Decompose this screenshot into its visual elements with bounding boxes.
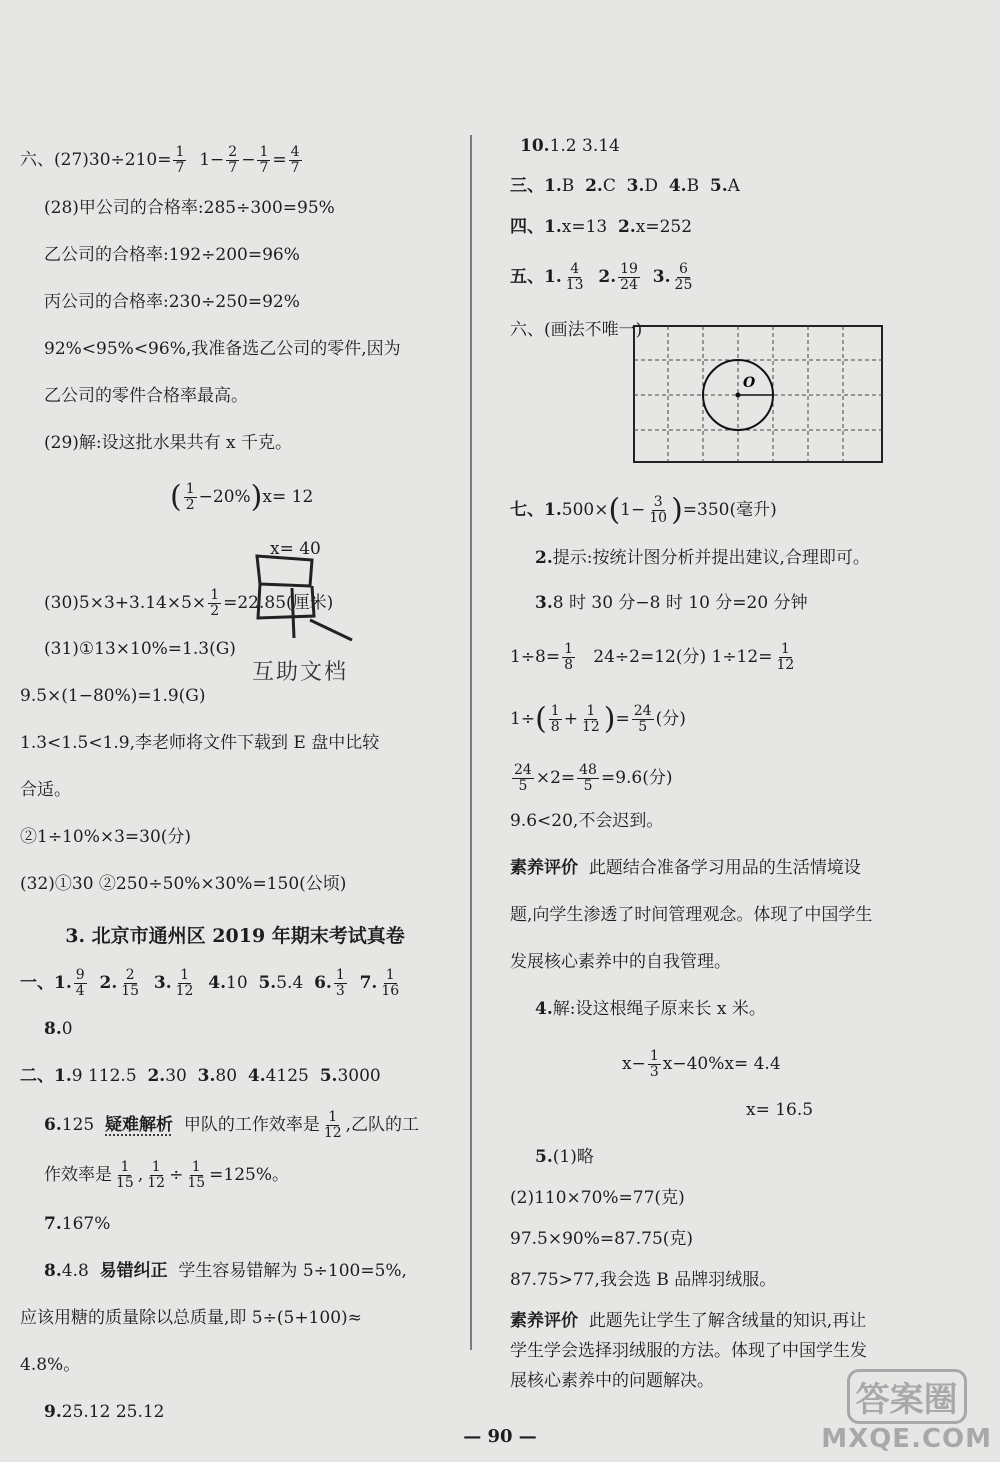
- q27-line: [20, 145, 304, 176]
- r4-line: [510, 213, 692, 241]
- q29-result: x= 40: [270, 539, 321, 559]
- numerator: 19: [620, 261, 638, 277]
- fraction: [74, 968, 87, 999]
- fraction: [562, 642, 575, 673]
- value: C: [602, 176, 616, 196]
- fraction: [145, 1160, 167, 1191]
- grid-circle-figure: [633, 325, 883, 463]
- text: 1÷8=: [510, 647, 561, 667]
- fraction: [257, 145, 270, 176]
- stamp-text: 互助文档: [252, 660, 349, 685]
- paren: (: [608, 492, 621, 528]
- label: 8.: [44, 1019, 62, 1039]
- text: 此题先让学生了解含绒量的知识,再让: [588, 1311, 867, 1331]
- value: 3000: [337, 1066, 381, 1086]
- label: 7.: [44, 1214, 62, 1234]
- text: 8 时 30 分−8 时 10 分=20 分钟: [552, 593, 808, 613]
- denominator: 12: [147, 1175, 166, 1191]
- numerator: 1: [175, 144, 185, 160]
- text: 解:设这根绳子原来长 x 米。: [552, 999, 766, 1019]
- denominator: 8: [550, 719, 560, 735]
- numerator: 1: [649, 1048, 659, 1064]
- numerator: 3: [653, 494, 663, 510]
- label: 6.: [44, 1115, 62, 1135]
- label: 10.: [520, 136, 550, 156]
- text: =: [272, 150, 287, 170]
- page-number: — 90 —: [463, 1426, 537, 1447]
- fraction: [174, 968, 196, 999]
- s1-line-8: [44, 1015, 73, 1043]
- label: 7.: [359, 973, 378, 993]
- numerator: 1: [550, 703, 560, 719]
- label: 4.: [535, 999, 553, 1019]
- fraction: [208, 588, 221, 619]
- value: 4.8: [61, 1261, 89, 1281]
- s2-line-a: [20, 1062, 381, 1090]
- fraction: [322, 1110, 344, 1141]
- label: 5.: [319, 1066, 338, 1086]
- denominator: 16: [381, 983, 400, 999]
- denominator: 5: [583, 778, 593, 794]
- fraction: [647, 495, 669, 526]
- text: =22.85(厘米): [223, 593, 334, 613]
- text: x= 12: [262, 487, 314, 507]
- r7-line-3: [535, 589, 808, 617]
- r7-line-5d: 87.75>77,我会选 B 品牌羽绒服。: [510, 1270, 777, 1290]
- fraction: [119, 968, 141, 999]
- q28-line-d: 92%<95%<96%,我准备选乙公司的零件,因为: [44, 339, 401, 359]
- denominator: 12: [581, 719, 600, 735]
- r7-line-5c: 97.5×90%=87.75(克): [510, 1229, 694, 1249]
- fraction: [673, 262, 695, 293]
- label: 4.: [247, 1066, 266, 1086]
- fraction: [185, 1160, 207, 1191]
- label: 四、1.: [510, 217, 562, 237]
- text: +: [563, 709, 578, 729]
- handwritten-stamp-icon: [252, 548, 362, 648]
- denominator: 2: [210, 603, 220, 619]
- fraction: [334, 968, 347, 999]
- q29-equation: [170, 479, 314, 515]
- numerator: 1: [335, 967, 345, 983]
- value: 25.12 25.12: [61, 1402, 165, 1422]
- text: x−40%x= 4.4: [662, 1054, 781, 1074]
- r7-line-2: [535, 544, 870, 572]
- label: 2.: [598, 267, 617, 287]
- text: 六、(27)30÷210=: [20, 150, 172, 170]
- text: ,乙队的工: [345, 1115, 420, 1135]
- denominator: 10: [649, 510, 668, 526]
- fraction: [648, 1049, 661, 1080]
- text: 学生容易错解为 5÷100=5%,: [178, 1261, 407, 1281]
- q29-line-a: (29)解:设这批水果共有 x 千克。: [44, 433, 293, 453]
- watermark-url: MXQE.COM: [821, 1424, 992, 1454]
- fraction: [774, 642, 796, 673]
- numerator: 1: [185, 481, 195, 497]
- watermark: [821, 1369, 992, 1454]
- value: 0: [61, 1019, 73, 1039]
- numerator: 1: [191, 1159, 201, 1175]
- s2-line-8b: 应该用糖的质量除以总质量,即 5÷(5+100)≈: [20, 1308, 362, 1328]
- value: 167%: [61, 1214, 111, 1234]
- tip-tag: 易错纠正: [99, 1261, 168, 1281]
- denominator: 3: [649, 1064, 659, 1080]
- q32-line: (32)①30 ②250÷50%×30%=150(公顷): [20, 874, 347, 894]
- value: x=13: [561, 217, 608, 237]
- denominator: 7: [259, 160, 269, 176]
- denominator: 7: [290, 160, 300, 176]
- q31-line-c: 1.3<1.5<1.9,李老师将文件下载到 E 盘中比较: [20, 733, 380, 753]
- label: 3.: [197, 1066, 216, 1086]
- label: 8.: [44, 1261, 62, 1281]
- denominator: 13: [565, 277, 584, 293]
- eval1-line-a: [510, 854, 861, 882]
- denominator: 12: [776, 657, 795, 673]
- label: 9.: [44, 1402, 62, 1422]
- text: ÷: [169, 1165, 184, 1185]
- label: 5.: [258, 973, 277, 993]
- text: x−: [622, 1054, 646, 1074]
- label: 2.: [147, 1066, 166, 1086]
- r7-line-4c: x= 16.5: [746, 1100, 814, 1120]
- q31-line-d: 合适。: [20, 780, 71, 800]
- text: 作效率是: [44, 1165, 112, 1185]
- fraction: [226, 145, 239, 176]
- q31-line-b: 9.5×(1−80%)=1.9(G): [20, 686, 206, 706]
- fraction: [379, 968, 401, 999]
- r7-line-3d: [510, 763, 673, 794]
- fraction: [114, 1160, 136, 1191]
- watermark-logo: 答案圈: [847, 1369, 967, 1424]
- numerator: 1: [780, 641, 790, 657]
- numerator: 4: [290, 144, 300, 160]
- r7-line-5: [535, 1143, 594, 1171]
- text: 24÷2=12(分) 1÷12=: [593, 647, 773, 667]
- text: 此题结合准备学习用品的生活情境设: [588, 858, 861, 878]
- eval1-line-b: 题,向学生渗透了时间管理观念。体现了中国学生: [510, 905, 873, 925]
- paren: ): [671, 492, 683, 528]
- numerator: 1: [210, 587, 220, 603]
- numerator: 1: [259, 144, 269, 160]
- eval2-line-c: 展核心素养中的问题解决。: [510, 1371, 714, 1391]
- column-divider: [470, 135, 472, 1350]
- value: 80: [215, 1066, 238, 1086]
- r7-line-3e: 9.6<20,不会迟到。: [510, 811, 664, 831]
- denominator: 15: [121, 983, 140, 999]
- value: 1.2 3.14: [549, 136, 620, 156]
- text: −20%: [198, 487, 251, 507]
- s2-line-6b: [44, 1160, 289, 1191]
- numerator: 4: [570, 261, 580, 277]
- q28-line-c: 丙公司的合格率:230÷250=92%: [44, 292, 300, 312]
- label: 七、1.: [510, 500, 562, 520]
- label: 2.: [535, 548, 553, 568]
- r5-line: [510, 262, 696, 293]
- denominator: 3: [335, 983, 345, 999]
- numerator: 1: [564, 641, 574, 657]
- value: 9 112.5: [71, 1066, 137, 1086]
- denominator: 15: [187, 1175, 206, 1191]
- denominator: 8: [564, 657, 574, 673]
- value: B: [686, 176, 700, 196]
- text: =125%。: [209, 1165, 289, 1185]
- r7-line-5b: (2)110×70%=77(克): [510, 1188, 685, 1208]
- text: ,: [137, 1165, 144, 1185]
- numerator: 2: [125, 967, 135, 983]
- denominator: 7: [175, 160, 185, 176]
- paren: (: [170, 479, 182, 515]
- fraction: [184, 482, 197, 513]
- denominator: 25: [674, 277, 693, 293]
- value: 125: [61, 1115, 95, 1135]
- q31-line-e: ②1÷10%×3=30(分): [20, 827, 192, 847]
- denominator: 4: [75, 983, 85, 999]
- text: (1)略: [552, 1147, 594, 1167]
- numerator: 9: [75, 967, 85, 983]
- text: 500×: [561, 500, 609, 520]
- label: 4.: [668, 176, 687, 196]
- denominator: 24: [620, 277, 638, 293]
- fraction: [549, 704, 562, 735]
- label: 3.: [652, 267, 671, 287]
- value: 4125: [265, 1066, 309, 1086]
- denominator: 5: [638, 719, 648, 735]
- paren: (: [535, 701, 547, 737]
- r7-line-3c: [510, 701, 686, 737]
- r7-line-1: [510, 492, 777, 528]
- value: D: [644, 176, 659, 196]
- r7-line-3b: [510, 642, 798, 673]
- label: 3.: [626, 176, 645, 196]
- label: 5.: [535, 1147, 553, 1167]
- label: 5.: [709, 176, 728, 196]
- eval2-line-a: [510, 1307, 866, 1335]
- paren: ): [603, 701, 616, 737]
- fraction: [580, 704, 602, 735]
- fraction: [577, 763, 599, 794]
- s2-line-7: [44, 1210, 110, 1238]
- value: 30: [165, 1066, 187, 1086]
- s2-line-9: [44, 1398, 165, 1426]
- numerator: 1: [328, 1109, 338, 1125]
- r3-line: [510, 172, 740, 200]
- q28-line-e: 乙公司的零件合格率最高。: [44, 386, 248, 406]
- eval2-line-b: 学生学会选择羽绒服的方法。体现了中国学生发: [510, 1341, 867, 1361]
- label: 一、1.: [20, 973, 72, 993]
- numerator: 1: [180, 967, 189, 983]
- fraction: [564, 262, 586, 293]
- fraction: [173, 145, 186, 176]
- text: (分): [655, 709, 686, 729]
- value: B: [561, 176, 575, 196]
- value: 10: [226, 973, 248, 993]
- numerator: 1: [586, 703, 596, 719]
- label: 2.: [618, 217, 636, 237]
- value: 5.4: [276, 973, 304, 993]
- numerator: 1: [151, 1159, 161, 1175]
- s2-line-6: [44, 1110, 419, 1141]
- text: 1÷: [510, 709, 536, 729]
- label: 3.: [153, 973, 172, 993]
- denominator: 15: [116, 1175, 134, 1191]
- tip-tag: 疑难解析: [105, 1115, 174, 1135]
- text: 1−: [199, 150, 225, 170]
- text: 甲队的工作效率是: [183, 1115, 320, 1135]
- s2-line-8c: 4.8%。: [20, 1355, 81, 1375]
- denominator: 2: [185, 497, 195, 513]
- eval1-line-c: 发展核心素养中的自我管理。: [510, 952, 731, 972]
- text: −: [241, 150, 256, 170]
- label: 2.: [99, 973, 118, 993]
- value: A: [727, 176, 740, 196]
- s2-line-8: [44, 1257, 407, 1285]
- value: x=252: [635, 217, 693, 237]
- text: ×2=: [535, 768, 576, 788]
- eval-tag: 素养评价: [510, 858, 578, 878]
- numerator: 6: [678, 261, 688, 277]
- numerator: 1: [385, 967, 395, 983]
- numerator: 48: [579, 762, 597, 778]
- denominator: 5: [518, 778, 528, 794]
- paren: ): [250, 479, 263, 515]
- q28-line-a: (28)甲公司的合格率:285÷300=95%: [44, 198, 335, 218]
- eval-tag: 素养评价: [510, 1311, 578, 1331]
- text: 提示:按统计图分析并提出建议,合理即可。: [552, 548, 870, 568]
- denominator: 7: [228, 160, 238, 176]
- r7-line-4b: [622, 1049, 781, 1080]
- numerator: 2: [228, 144, 238, 160]
- q31-line-a: (31)①13×10%=1.3(G): [44, 639, 236, 659]
- label: 二、1.: [20, 1066, 72, 1086]
- text: =350(毫升): [682, 500, 777, 520]
- q28-line-b: 乙公司的合格率:192÷200=96%: [44, 245, 300, 265]
- denominator: 12: [175, 983, 194, 999]
- text: 1−: [620, 500, 646, 520]
- section-heading: 3. 北京市通州区 2019 年期末考试真卷: [65, 925, 405, 947]
- fraction: [618, 262, 640, 293]
- label: 3.: [535, 593, 553, 613]
- denominator: 12: [323, 1125, 342, 1141]
- text: =9.6(分): [600, 768, 673, 788]
- label: 五、1.: [510, 267, 562, 287]
- s1-line: [20, 968, 403, 999]
- fraction: [512, 763, 534, 794]
- text: =: [615, 709, 630, 729]
- label: 4.: [208, 973, 227, 993]
- label: 6.: [314, 973, 332, 993]
- numerator: 24: [633, 703, 652, 719]
- circle-center-label: O: [743, 375, 756, 391]
- r10-line: [520, 132, 620, 160]
- numerator: 1: [120, 1159, 130, 1175]
- r7-line-4: [535, 995, 766, 1023]
- fraction: [289, 145, 302, 176]
- fraction: [632, 704, 654, 735]
- label: 2.: [585, 176, 603, 196]
- text: (30)5×3+3.14×5×: [44, 593, 207, 613]
- label: 三、1.: [510, 176, 562, 196]
- numerator: 24: [514, 762, 532, 778]
- r6-line: 六、(画法不唯一): [510, 320, 643, 340]
